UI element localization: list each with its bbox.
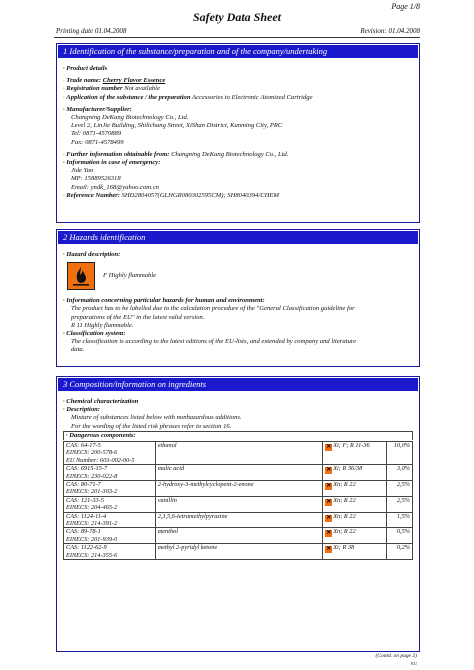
table-row (64, 465, 413, 481)
section-3-title: 3 Composition/information on ingredients (58, 378, 418, 391)
classification-text: The classification is according to the latest editions of the EU-lists, and extended by company and literature data. (71, 338, 357, 354)
table-row (64, 512, 413, 528)
info-hazards-text: The product has to be labelled due to the calculation procedure of the "General Classification guideline for preparations of the EU" in the latest valid version. R 11 Highly flammable. (71, 305, 355, 329)
info-hazards-label: · Information concerning particular hazards for human and environment: (63, 297, 265, 305)
hazard-description-label: · Hazard description: (63, 251, 121, 258)
table-row (64, 481, 413, 497)
section-1-title: 1 Identification of the substance/preparation and of the company/undertaking (58, 45, 418, 58)
component-percentage: 0,2% (387, 544, 413, 560)
component-percentage: 1,5% (387, 512, 413, 528)
component-percentage: 10,0% (387, 442, 413, 465)
chemical-characterization-label: · Chemical characterization (63, 398, 139, 405)
page-number: Page 1/8 (391, 2, 420, 11)
hazard-symbol-icon: ✕ (326, 498, 332, 505)
component-percentage: 2,5% (387, 481, 413, 497)
component-identifiers: CAS: 1122-62-9 EINECS: 214-355-6 (64, 544, 156, 560)
components-table (63, 441, 413, 560)
footer-eu: EU (411, 661, 417, 666)
component-hazard: ✕ Xn; R 22 (323, 528, 387, 544)
revision-date: Revision: 01.04.2008 (360, 27, 420, 35)
component-name: 2,3,5,6-tetramethylpyrazine (155, 512, 323, 528)
manufacturer-block: Changning DeKang Biotechnology Co., Ltd. Level 2, LinJie Building, Shilichang Street, XiShan District, Kunming City, PRC Tel: 0871-4570889 Fax: 0871-4578499 (71, 114, 283, 146)
classification-label: · Classification system: (63, 330, 126, 338)
symbol-caption: F Highly flammable (103, 272, 157, 280)
header-divider (54, 37, 420, 38)
component-identifiers: CAS: 121-33-5 EINECS: 204-465-2 (64, 496, 156, 512)
hazard-symbol-icon: ✕ (326, 483, 332, 490)
component-identifiers: CAS: 80-71-7 EINECS: 201-303-2 (64, 481, 156, 497)
table-row (64, 544, 413, 560)
trade-name-row: · Trade name: Cherry Flavor Essence (63, 77, 166, 85)
manufacturer-label: · Manufacturer/Supplier: (63, 105, 132, 113)
table-row (64, 442, 413, 465)
component-hazard: ✕ Xi; R 36/38 (323, 465, 387, 481)
component-name: methyl 2-pyridyl ketone (155, 544, 323, 560)
hazard-symbol-icon: ✕ (326, 514, 332, 521)
component-hazard: ✕ Xn; R 22 (323, 496, 387, 512)
component-name: menthol (155, 528, 323, 544)
component-hazard: ✕ Xn; R 22 (323, 481, 387, 497)
emergency-label: · Information in case of emergency: (63, 159, 161, 167)
hazard-symbol-block (63, 259, 413, 293)
section-identification (56, 43, 420, 223)
table-row (64, 528, 413, 544)
component-percentage: 2,5% (387, 496, 413, 512)
application-row: · Application of the substance / the preparation Accessories to Electronic Atomized Cartridge (63, 93, 313, 101)
hazard-symbol-icon: ✕ (326, 546, 332, 553)
section-2-title: 2 Hazards identification (58, 231, 418, 244)
component-percentage: 3,0% (387, 465, 413, 481)
document-title: Safety Data Sheet (193, 10, 281, 24)
hazard-symbol-icon: ✕ (326, 530, 332, 537)
hazard-symbol-icon: ✕ (326, 444, 332, 451)
registration-row: · Registration number Not available (63, 85, 160, 93)
component-percentage: 0,5% (387, 528, 413, 544)
further-info-row: · Further information obtainable from: Changning DeKang Biotechnology Co., Ltd. (63, 150, 289, 158)
reference-row: · Reference Number: SHD2804057(GLHGR080302595CM); SH8040394/CHEM (63, 191, 279, 199)
component-hazard: ✕ Xi; F; R 11-36 (323, 442, 387, 465)
component-name: malic acid (155, 465, 323, 481)
section-composition (56, 376, 420, 652)
component-hazard: ✕ Xi; R 38 (323, 544, 387, 560)
dangerous-components-label: · Dangerous components: (63, 431, 413, 440)
description-label: · Description: (63, 406, 100, 414)
description-text: Mixture of substances listed below with nonhazardous additions. For the wording of the listed risk phrases refer to section 16. (71, 414, 242, 430)
flammable-icon (67, 262, 95, 290)
component-identifiers: CAS: 1124-11-4 EINECS: 214-391-2 (64, 512, 156, 528)
component-name: ethanol (155, 442, 323, 465)
emergency-block: Jide Yao MP: 15889526318 Email: yndk_168@yahoo.com.cn (71, 167, 159, 191)
component-name: vanillin (155, 496, 323, 512)
component-identifiers: CAS: 6915-15-7 EINECS: 230-022-8 (64, 465, 156, 481)
component-identifiers: CAS: 64-17-5 EINECS: 200-578-6 EU Number: 603-002-00-5 (64, 442, 156, 465)
component-identifiers: CAS: 89-78-1 EINECS: 201-939-0 (64, 528, 156, 544)
section-hazards (56, 229, 420, 367)
continued-note: (Contd. on page 2) (375, 653, 417, 659)
component-hazard: ✕ Xn; R 22 (323, 512, 387, 528)
table-row (64, 496, 413, 512)
component-name: 2-hydroxy-3-methylcyclopent-2-enone (155, 481, 323, 497)
printing-date: Printing date 01.04.2008 (56, 27, 127, 35)
hazard-symbol-icon: ✕ (326, 467, 332, 474)
product-details-label: · Product details (63, 65, 108, 72)
